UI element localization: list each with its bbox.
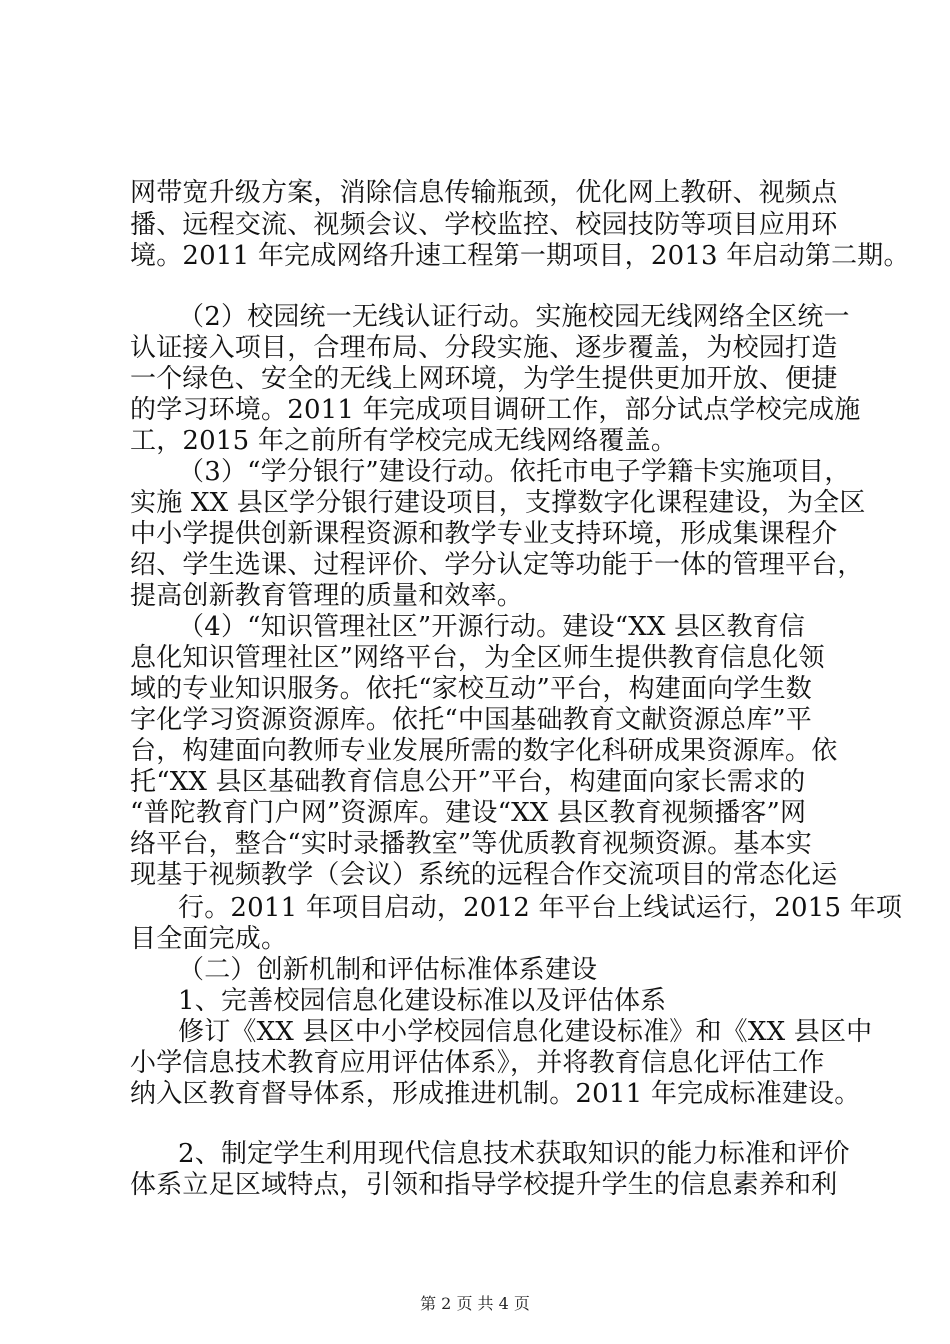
text-line-18: 台，构建面向教师专业发展所需的数字化科研成果资源库。依 [130, 736, 838, 766]
text-line-3: 境。2011 年完成网络升速工程第一期项目，2013 年启动第二期。 [130, 241, 910, 271]
text-line-9: （3）“学分银行”建设行动。依托市电子学籍卡实施项目， [178, 457, 851, 487]
text-line-13: 提高创新教育管理的质量和效率。 [130, 581, 524, 611]
text-line-31: 体系立足区域特点，引领和指导学校提升学生的信息素养和利 [130, 1170, 838, 1200]
text-line-12: 绍、学生选课、过程评价、学分认定等功能于一体的管理平台， [130, 550, 864, 580]
text-line-28: 小学信息技术教育应用评估体系》，并将教育信息化评估工作 [130, 1048, 825, 1078]
text-line-2: 播、远程交流、视频会议、学校监控、校园技防等项目应用环 [130, 210, 838, 240]
text-line-5: 认证接入项目，合理布局、分段实施、逐步覆盖，为校园打造 [130, 333, 838, 363]
text-line-27: 修订《XX 县区中小学校园信息化建设标准》和《XX 县区中 [178, 1017, 873, 1047]
text-line-20: “普陀教育门户网”资源库。建设“XX 县区教育视频播客”网 [130, 798, 807, 828]
text-line-4: （2）校园统一无线认证行动。实施校园无线网络全区统一 [178, 302, 850, 332]
text-line-1: 网带宽升级方案，消除信息传输瓶颈，优化网上教研、视频点 [130, 178, 838, 208]
text-line-14: （4）“知识管理社区”开源行动。建设“XX 县区教育信 [178, 612, 806, 642]
text-line-8: 工，2015 年之前所有学校完成无线网络覆盖。 [130, 426, 678, 456]
text-line-6: 一个绿色、安全的无线上网环境，为学生提供更加开放、便捷 [130, 364, 838, 394]
text-line-29: 纳入区教育督导体系，形成推进机制。2011 年完成标准建设。 [130, 1079, 861, 1109]
section-heading: （二）创新机制和评估标准体系建设 [178, 955, 598, 985]
text-line-11: 中小学提供创新课程资源和教学专业支持环境，形成集课程介 [130, 519, 838, 549]
text-line-15: 息化知识管理社区”网络平台，为全区师生提供教育信息化领 [130, 643, 825, 673]
text-line-19: 托“XX 县区基础教育信息公开”平台，构建面向家长需求的 [130, 767, 806, 797]
text-line-24: 目全面完成。 [130, 924, 288, 954]
text-line-22: 现基于视频教学（会议）系统的远程合作交流项目的常态化运 [130, 860, 838, 890]
subsection-heading-1: 1、完善校园信息化建设标准以及评估体系 [178, 986, 667, 1016]
subsection-heading-2: 2、制定学生利用现代信息技术获取知识的能力标准和评价 [178, 1139, 850, 1169]
page-number-footer: 第 2 页 共 4 页 [420, 1294, 530, 1313]
text-line-7: 的学习环境。2011 年完成项目调研工作，部分试点学校完成施 [130, 395, 861, 425]
text-line-21: 络平台，整合“实时录播教室”等优质教育视频资源。基本实 [130, 829, 812, 859]
text-line-17: 字化学习资源资源库。依托“中国基础教育文献资源总库”平 [130, 705, 812, 735]
text-line-16: 域的专业知识服务。依托“家校互动”平台，构建面向学生数 [130, 674, 812, 704]
text-line-10: 实施 XX 县区学分银行建设项目，支撑数字化课程建设，为全区 [130, 488, 866, 518]
text-line-23: 行。2011 年项目启动，2012 年平台上线试运行，2015 年项 [178, 893, 903, 923]
